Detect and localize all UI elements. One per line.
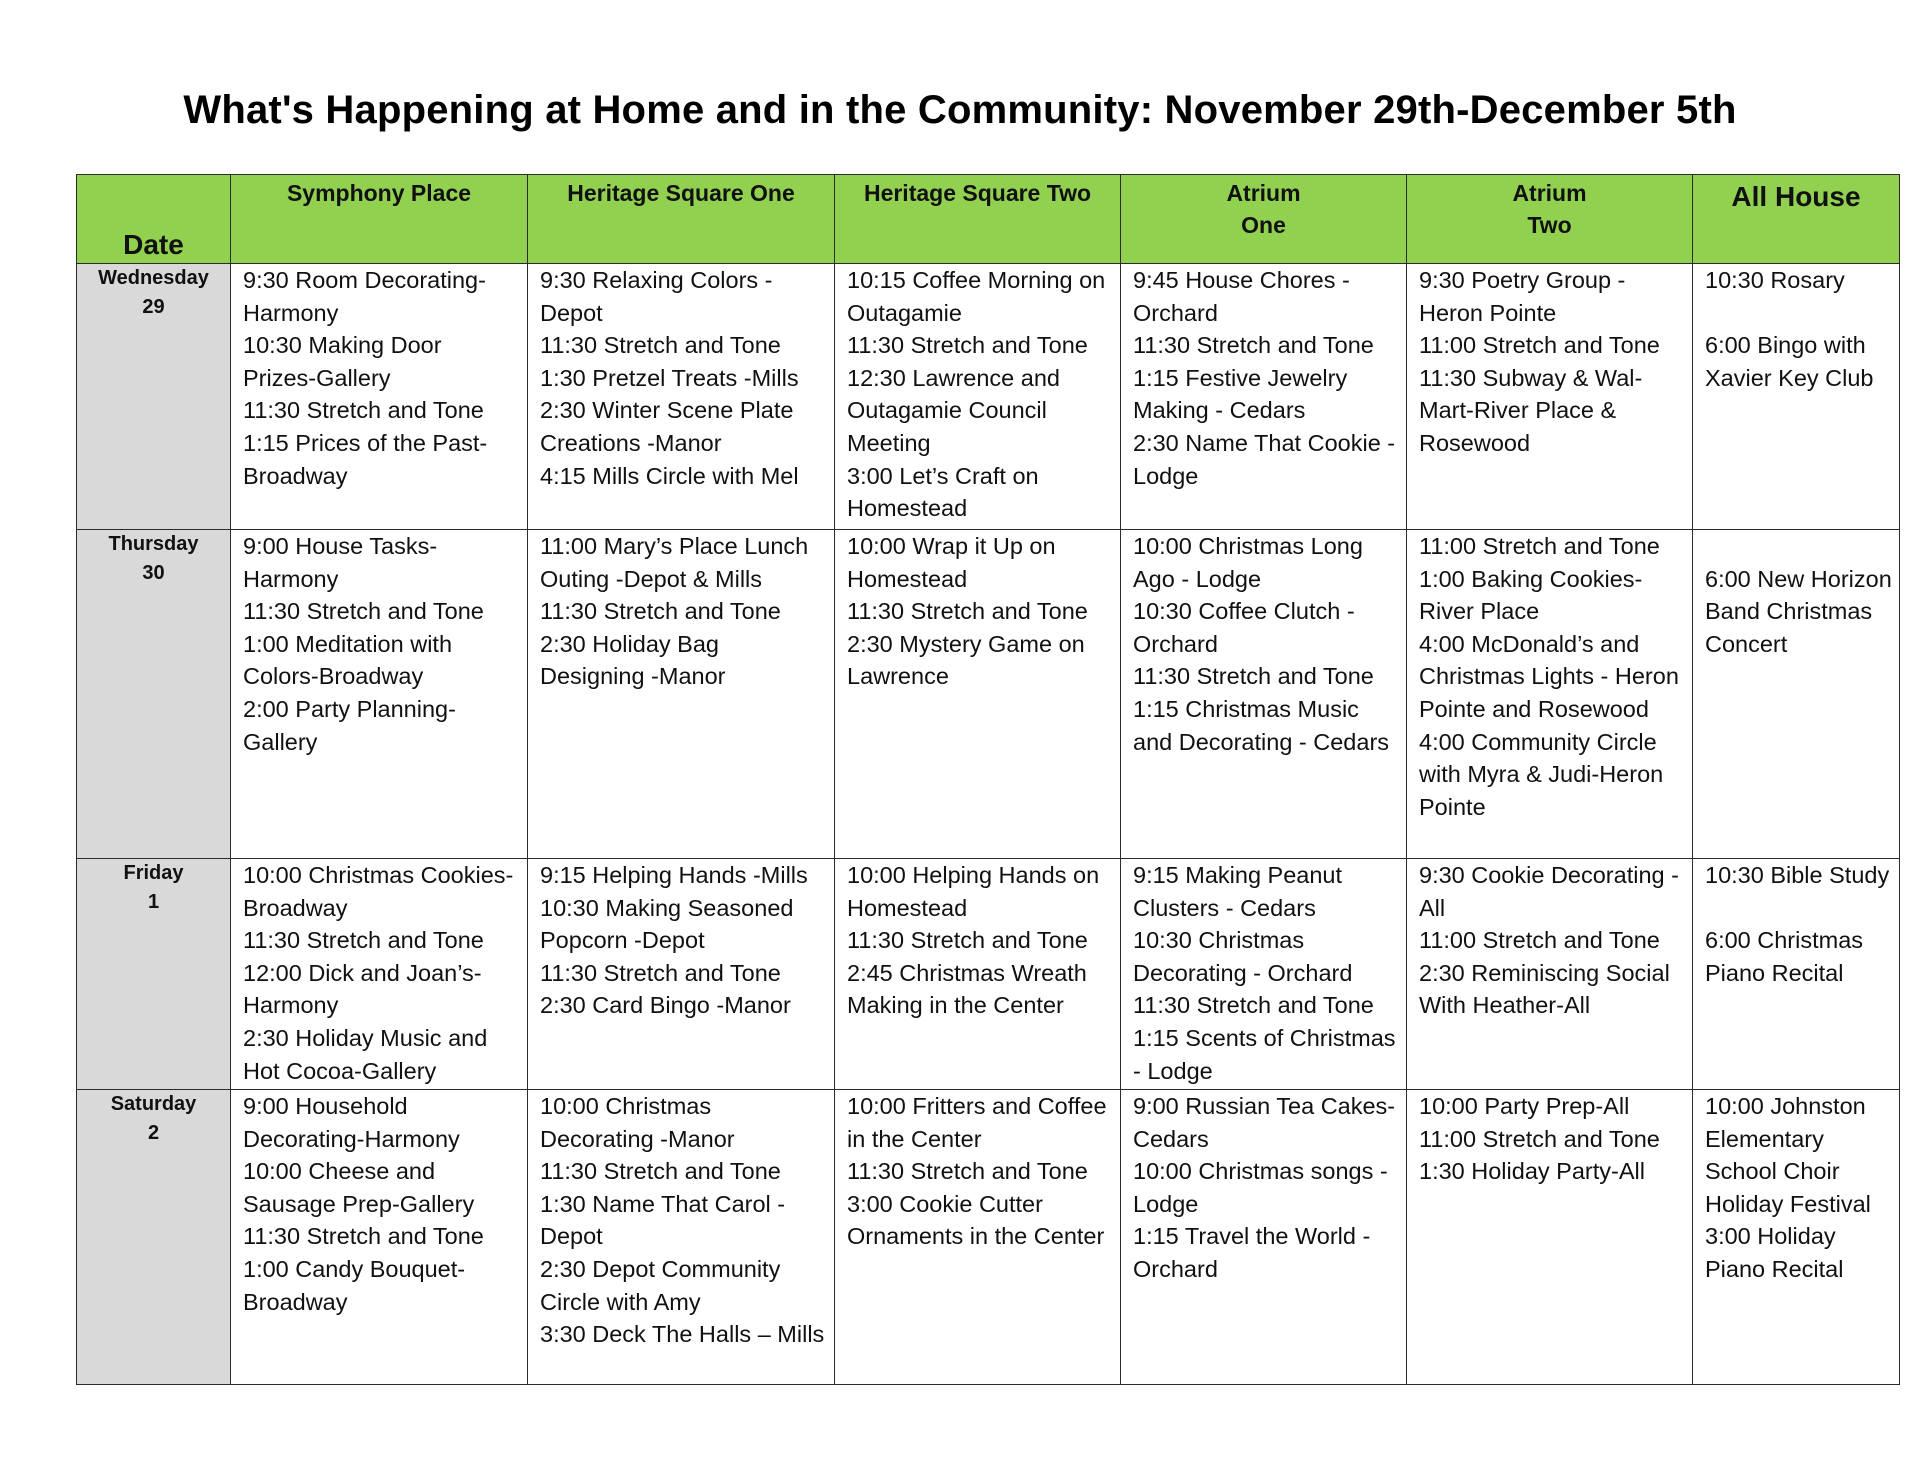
event-item: 3:00 Let’s Craft on Homestead [847, 462, 1039, 522]
event-item: 10:00 Christmas Cookies-Broadway [243, 862, 514, 921]
day-name: Wednesday [98, 267, 209, 289]
event-item: 10:00 Helping Hands on Homestead [847, 862, 1100, 921]
event-item: 9:45 House Chores - Orchard [1133, 267, 1350, 326]
event-item: 11:30 Stretch and Tone [243, 927, 484, 954]
event-item: 11:30 Stretch and Tone [540, 959, 781, 986]
event-item: 10:00 Party Prep-All [1419, 1093, 1630, 1119]
event-item: 1:30 Pretzel Treats -Mills [540, 364, 799, 391]
event-item: 10:00 Johnston Elementary School Choir Holiday Festival [1705, 1093, 1871, 1217]
column-header-atrium-one-line2: One [1241, 212, 1286, 238]
event-item: 11:00 Mary’s Place Lunch Outing -Depot & Mills [540, 533, 809, 592]
event-item: 11:30 Stretch and Tone [540, 1158, 781, 1185]
events-heritage-square-two [835, 530, 1121, 859]
events-atrium-two [1407, 530, 1693, 859]
event-item: 10:00 Christmas Long Ago - Lodge [1133, 533, 1363, 592]
event-item: 11:00 Stretch and Tone [1419, 1125, 1660, 1152]
column-header-atrium-two-line2: Two [1527, 212, 1572, 238]
event-item: 3:00 Cookie Cutter Ornaments in the Center [847, 1190, 1105, 1250]
event-item: 11:30 Stretch and Tone [847, 598, 1088, 625]
event-item: 2:30 Mystery Game on Lawrence [847, 630, 1085, 690]
event-item: 12:30 Lawrence and Outagamie Council Meeting [847, 364, 1060, 456]
event-item: 11:30 Stretch and Tone [1133, 992, 1374, 1019]
events-all-house [1693, 530, 1900, 859]
event-item: 2:45 Christmas Wreath Making in the Center [847, 959, 1087, 1019]
day-number: 1 [147, 891, 160, 913]
column-header-heritage-square-one: Heritage Square One [528, 175, 835, 264]
event-item: 2:30 Winter Scene Plate Creations -Manor [540, 397, 794, 456]
events-atrium-one [1121, 1090, 1407, 1385]
event-item: 6:00 Bingo with Xavier Key Club [1705, 332, 1874, 391]
date-cell [77, 859, 231, 1090]
event-spacer [1705, 297, 1893, 330]
event-item: 11:30 Stretch and Tone [243, 598, 484, 625]
table-row [77, 264, 1900, 530]
day-number: 2 [147, 1122, 160, 1144]
event-item: 1:15 Christmas Music and Decorating - Cedars [1133, 695, 1390, 755]
event-item: 2:30 Depot Community Circle with Amy [540, 1255, 781, 1315]
day-name: Thursday [108, 533, 199, 555]
event-item: 10:30 Bible Study [1705, 862, 1890, 888]
date-cell [77, 1090, 231, 1385]
event-item: 4:00 Community Circle with Myra & Judi-Heron Pointe [1419, 728, 1664, 820]
event-item: 3:00 Holiday Piano Recital [1705, 1223, 1844, 1282]
event-item: 10:00 Christmas Decorating -Manor [540, 1093, 735, 1152]
event-item: 2:30 Reminiscing Social With Heather-All [1419, 959, 1670, 1019]
event-item: 10:15 Coffee Morning on Outagamie [847, 267, 1106, 326]
event-item: 1:00 Baking Cookies-River Place [1419, 565, 1643, 625]
event-item: 2:30 Holiday Bag Designing -Manor [540, 630, 726, 690]
events-all-house [1693, 859, 1900, 1090]
event-item: 9:00 Household Decorating-Harmony [243, 1093, 460, 1152]
event-item: 4:00 McDonald’s and Christmas Lights - Heron Pointe and Rosewood [1419, 630, 1679, 722]
events-heritage-square-one [528, 530, 835, 859]
events-heritage-square-one [528, 1090, 835, 1385]
column-header-atrium-two [1407, 175, 1693, 264]
event-item: 1:15 Prices of the Past-Broadway [243, 429, 488, 489]
event-item: 9:30 Relaxing Colors - Depot [540, 267, 773, 326]
event-item: 9:15 Making Peanut Clusters - Cedars [1133, 862, 1343, 921]
event-spacer [1705, 892, 1893, 925]
event-item: 9:00 House Tasks-Harmony [243, 533, 438, 592]
event-item: 1:15 Travel the World - Orchard [1133, 1223, 1371, 1282]
day-number: 30 [142, 562, 165, 584]
event-item: 1:00 Candy Bouquet-Broadway [243, 1255, 466, 1315]
events-heritage-square-one [528, 859, 835, 1090]
event-item: 4:15 Mills Circle with Mel [540, 462, 799, 489]
event-item: 6:00 Christmas Piano Recital [1705, 927, 1864, 986]
event-item: 1:00 Meditation with Colors-Broadway [243, 630, 453, 690]
events-symphony-place [231, 530, 528, 859]
schedule-table [76, 174, 1900, 1385]
column-header-date: Date [77, 175, 231, 264]
column-header-all-house: All House [1693, 175, 1900, 264]
table-row [77, 530, 1900, 859]
event-item: 11:30 Stretch and Tone [847, 1158, 1088, 1185]
events-all-house [1693, 264, 1900, 530]
event-item: 1:30 Holiday Party-All [1419, 1158, 1645, 1185]
event-item: 10:30 Making Seasoned Popcorn -Depot [540, 894, 794, 954]
event-item: 9:00 Russian Tea Cakes- Cedars [1133, 1093, 1396, 1152]
event-item: 11:30 Stretch and Tone [847, 332, 1088, 359]
column-header-atrium-two-line1: Atrium [1512, 180, 1587, 206]
event-item: 11:30 Stretch and Tone [1133, 663, 1374, 690]
event-item: 11:30 Subway & Wal-Mart-River Place & Rosewood [1419, 364, 1643, 456]
events-symphony-place [231, 859, 528, 1090]
event-item: 6:00 New Horizon Band Christmas Concert [1705, 565, 1892, 657]
column-header-atrium-one [1121, 175, 1407, 264]
event-item: 10:00 Wrap it Up on Homestead [847, 533, 1056, 592]
day-name: Saturday [110, 1093, 197, 1115]
event-item: 11:30 Stretch and Tone [847, 927, 1088, 954]
events-heritage-square-two [835, 264, 1121, 530]
event-item: 10:30 Making Door Prizes-Gallery [243, 332, 442, 391]
events-heritage-square-two [835, 859, 1121, 1090]
events-atrium-one [1121, 530, 1407, 859]
events-atrium-two [1407, 264, 1693, 530]
table-row [77, 859, 1900, 1090]
event-item: 12:00 Dick and Joan’s-Harmony [243, 959, 482, 1019]
event-item: 10:00 Cheese and Sausage Prep-Gallery [243, 1158, 475, 1217]
events-all-house [1693, 1090, 1900, 1385]
event-item: 10:30 Christmas Decorating - Orchard [1133, 927, 1353, 986]
event-item: 10:30 Rosary [1705, 267, 1845, 293]
date-cell [77, 264, 231, 530]
events-heritage-square-one [528, 264, 835, 530]
event-item: 2:30 Holiday Music and Hot Cocoa-Gallery [243, 1024, 488, 1084]
event-item: 2:30 Name That Cookie - Lodge [1133, 429, 1396, 489]
events-atrium-one [1121, 859, 1407, 1090]
event-item: 9:30 Room Decorating-Harmony [243, 267, 486, 326]
event-item: 10:00 Christmas songs - Lodge [1133, 1158, 1388, 1217]
event-item: 11:30 Stretch and Tone [540, 598, 781, 625]
event-item: 9:30 Poetry Group - Heron Pointe [1419, 267, 1626, 326]
event-item: 9:30 Cookie Decorating -All [1419, 862, 1679, 921]
events-atrium-two [1407, 1090, 1693, 1385]
column-header-symphony-place: Symphony Place [231, 175, 528, 264]
event-item: 11:30 Stretch and Tone [540, 332, 781, 359]
event-item: 1:15 Scents of Christmas - Lodge [1133, 1024, 1396, 1084]
event-item: 1:30 Name That Carol - Depot [540, 1190, 786, 1250]
event-item: 2:00 Party Planning-Gallery [243, 695, 456, 755]
event-item: 9:15 Helping Hands -Mills [540, 862, 808, 888]
page-title: What's Happening at Home and in the Community: November 29th-December 5th [183, 88, 1737, 132]
events-atrium-one [1121, 264, 1407, 530]
event-item: 11:30 Stretch and Tone [1133, 332, 1374, 359]
column-header-heritage-square-two: Heritage Square Two [835, 175, 1121, 264]
event-item: 11:30 Stretch and Tone [243, 397, 484, 424]
event-item: 11:00 Stretch and Tone [1419, 927, 1660, 954]
event-item: 10:00 Fritters and Coffee in the Center [847, 1093, 1107, 1152]
event-item: 1:15 Festive Jewelry Making - Cedars [1133, 364, 1348, 424]
events-atrium-two [1407, 859, 1693, 1090]
event-item: 10:30 Coffee Clutch - Orchard [1133, 598, 1355, 657]
event-item: 11:00 Stretch and Tone [1419, 533, 1660, 559]
header-row [77, 175, 1900, 264]
event-item: 11:30 Stretch and Tone [243, 1223, 484, 1250]
table-row [77, 1090, 1900, 1385]
day-number: 29 [142, 296, 165, 318]
event-item: 11:00 Stretch and Tone [1419, 332, 1660, 359]
events-symphony-place [231, 1090, 528, 1385]
event-item: 3:30 Deck The Halls – Mills [540, 1321, 825, 1348]
date-cell [77, 530, 231, 859]
event-item: 2:30 Card Bingo -Manor [540, 992, 791, 1019]
event-spacer [1705, 530, 1893, 563]
events-heritage-square-two [835, 1090, 1121, 1385]
day-name: Friday [123, 862, 184, 884]
column-header-atrium-one-line1: Atrium [1226, 180, 1301, 206]
events-symphony-place [231, 264, 528, 530]
